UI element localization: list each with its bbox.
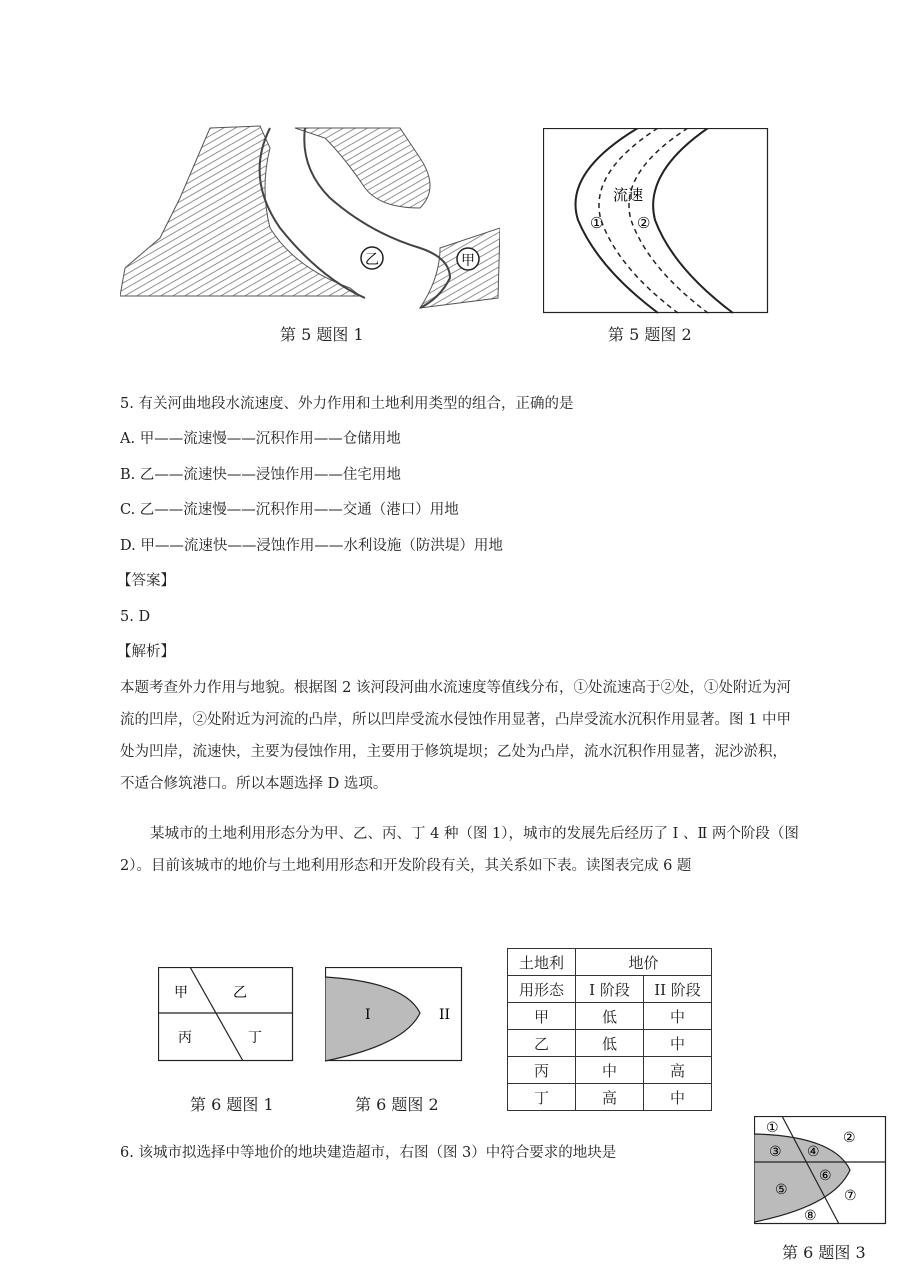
table-row: 甲 低 中 <box>508 1003 712 1030</box>
caption-6-1: 第 6 题图 1 <box>190 1095 274 1114</box>
table-row: 丁 高 中 <box>508 1084 712 1111</box>
analysis-text: 本题考查外力作用与地貌。根据图 2 该河段河曲水流速度等值线分布，①处流速高于②处，①处附近为河流的凹岸，②处附近为河流的凸岸，所以凹岸受流水侵蚀作用显著，凸岸受流水沉积作用显著。图 1 中甲处为凹岸，流速快，主要为侵蚀作用，主要用于修筑堤坝；乙处为凸岸，流水沉积作用显著，泥沙淤积，不适合修筑港口。所以本题选择 D 选项。 <box>120 680 791 792</box>
parcel-5: ⑤ <box>775 1182 788 1198</box>
table-header-stage-1: I 阶段 <box>576 976 644 1003</box>
q6-intro: 某城市的土地利用形态分为甲、乙、丙、丁 4 种（图 1），城市的发展先后经历了 Ⅰ 、Ⅱ 两个阶段（图 2）。目前该城市的地价与土地利用形态和开发阶段有关，其关系如下表。读图表完成 6 题 <box>120 826 799 874</box>
label-stage-i: I <box>365 1007 371 1023</box>
label-flow-velocity: 流速 <box>613 186 644 204</box>
figure-5-1-river-sketch <box>120 118 500 318</box>
caption-6-3: 第 6 题图 3 <box>782 1243 866 1262</box>
label-jia: 甲 <box>461 253 475 269</box>
label-stage-ii: II <box>439 1007 451 1023</box>
parcel-7: ⑦ <box>844 1188 857 1204</box>
figure-5-2-flow-velocity <box>543 128 769 314</box>
table-row: 丙 中 高 <box>508 1057 712 1084</box>
answer-heading: 【答案】 <box>117 573 175 589</box>
table-header-form-2: 用形态 <box>508 976 576 1003</box>
parcel-8: ⑧ <box>804 1208 817 1224</box>
parcel-1: ① <box>766 1120 779 1136</box>
q5-option-d: D. 甲——流速快——浸蚀作用——水利设施（防洪堤）用地 <box>120 538 503 554</box>
caption-5-1: 第 5 题图 1 <box>280 325 364 344</box>
label-ding: 丁 <box>248 1030 262 1046</box>
parcel-2: ② <box>843 1130 856 1146</box>
caption-5-2: 第 5 题图 2 <box>608 325 692 344</box>
parcel-6: ⑥ <box>819 1168 832 1184</box>
q5-option-c: C. 乙——流速慢——沉积作用——交通（港口）用地 <box>120 502 459 518</box>
q5-stem: 5. 有关河曲地段水流速度、外力作用和土地利用类型的组合，正确的是 <box>120 396 574 412</box>
table-header-form-1: 土地利 <box>508 949 576 976</box>
label-yi: 乙 <box>233 985 247 1001</box>
analysis-heading: 【解析】 <box>117 644 175 660</box>
label-point-1: ① <box>590 214 604 232</box>
parcel-4: ④ <box>807 1144 820 1160</box>
table-header-stage-2: II 阶段 <box>644 976 712 1003</box>
label-point-2: ② <box>637 214 651 232</box>
parcel-3: ③ <box>769 1144 782 1160</box>
figure-6-2-stages <box>325 967 463 1062</box>
table-row: 乙 低 中 <box>508 1030 712 1057</box>
table-header-price: 地价 <box>576 949 712 976</box>
label-bing: 丙 <box>178 1030 192 1046</box>
caption-6-2: 第 6 题图 2 <box>355 1095 439 1114</box>
figure-6-3-parcels <box>754 1116 887 1225</box>
land-price-table <box>507 948 712 1111</box>
q5-option-b: B. 乙——流速快——浸蚀作用——住宅用地 <box>120 467 401 483</box>
q6-stem: 6. 该城市拟选择中等地价的地块建造超市，右图（图 3）中符合要求的地块是 <box>120 1145 617 1161</box>
label-jia: 甲 <box>174 985 188 1001</box>
label-yi: 乙 <box>365 252 379 268</box>
q5-option-a: A. 甲——流速慢——沉积作用——仓储用地 <box>120 431 401 447</box>
answer-value: 5. D <box>120 609 151 625</box>
figure-6-1-land-use <box>158 967 294 1062</box>
